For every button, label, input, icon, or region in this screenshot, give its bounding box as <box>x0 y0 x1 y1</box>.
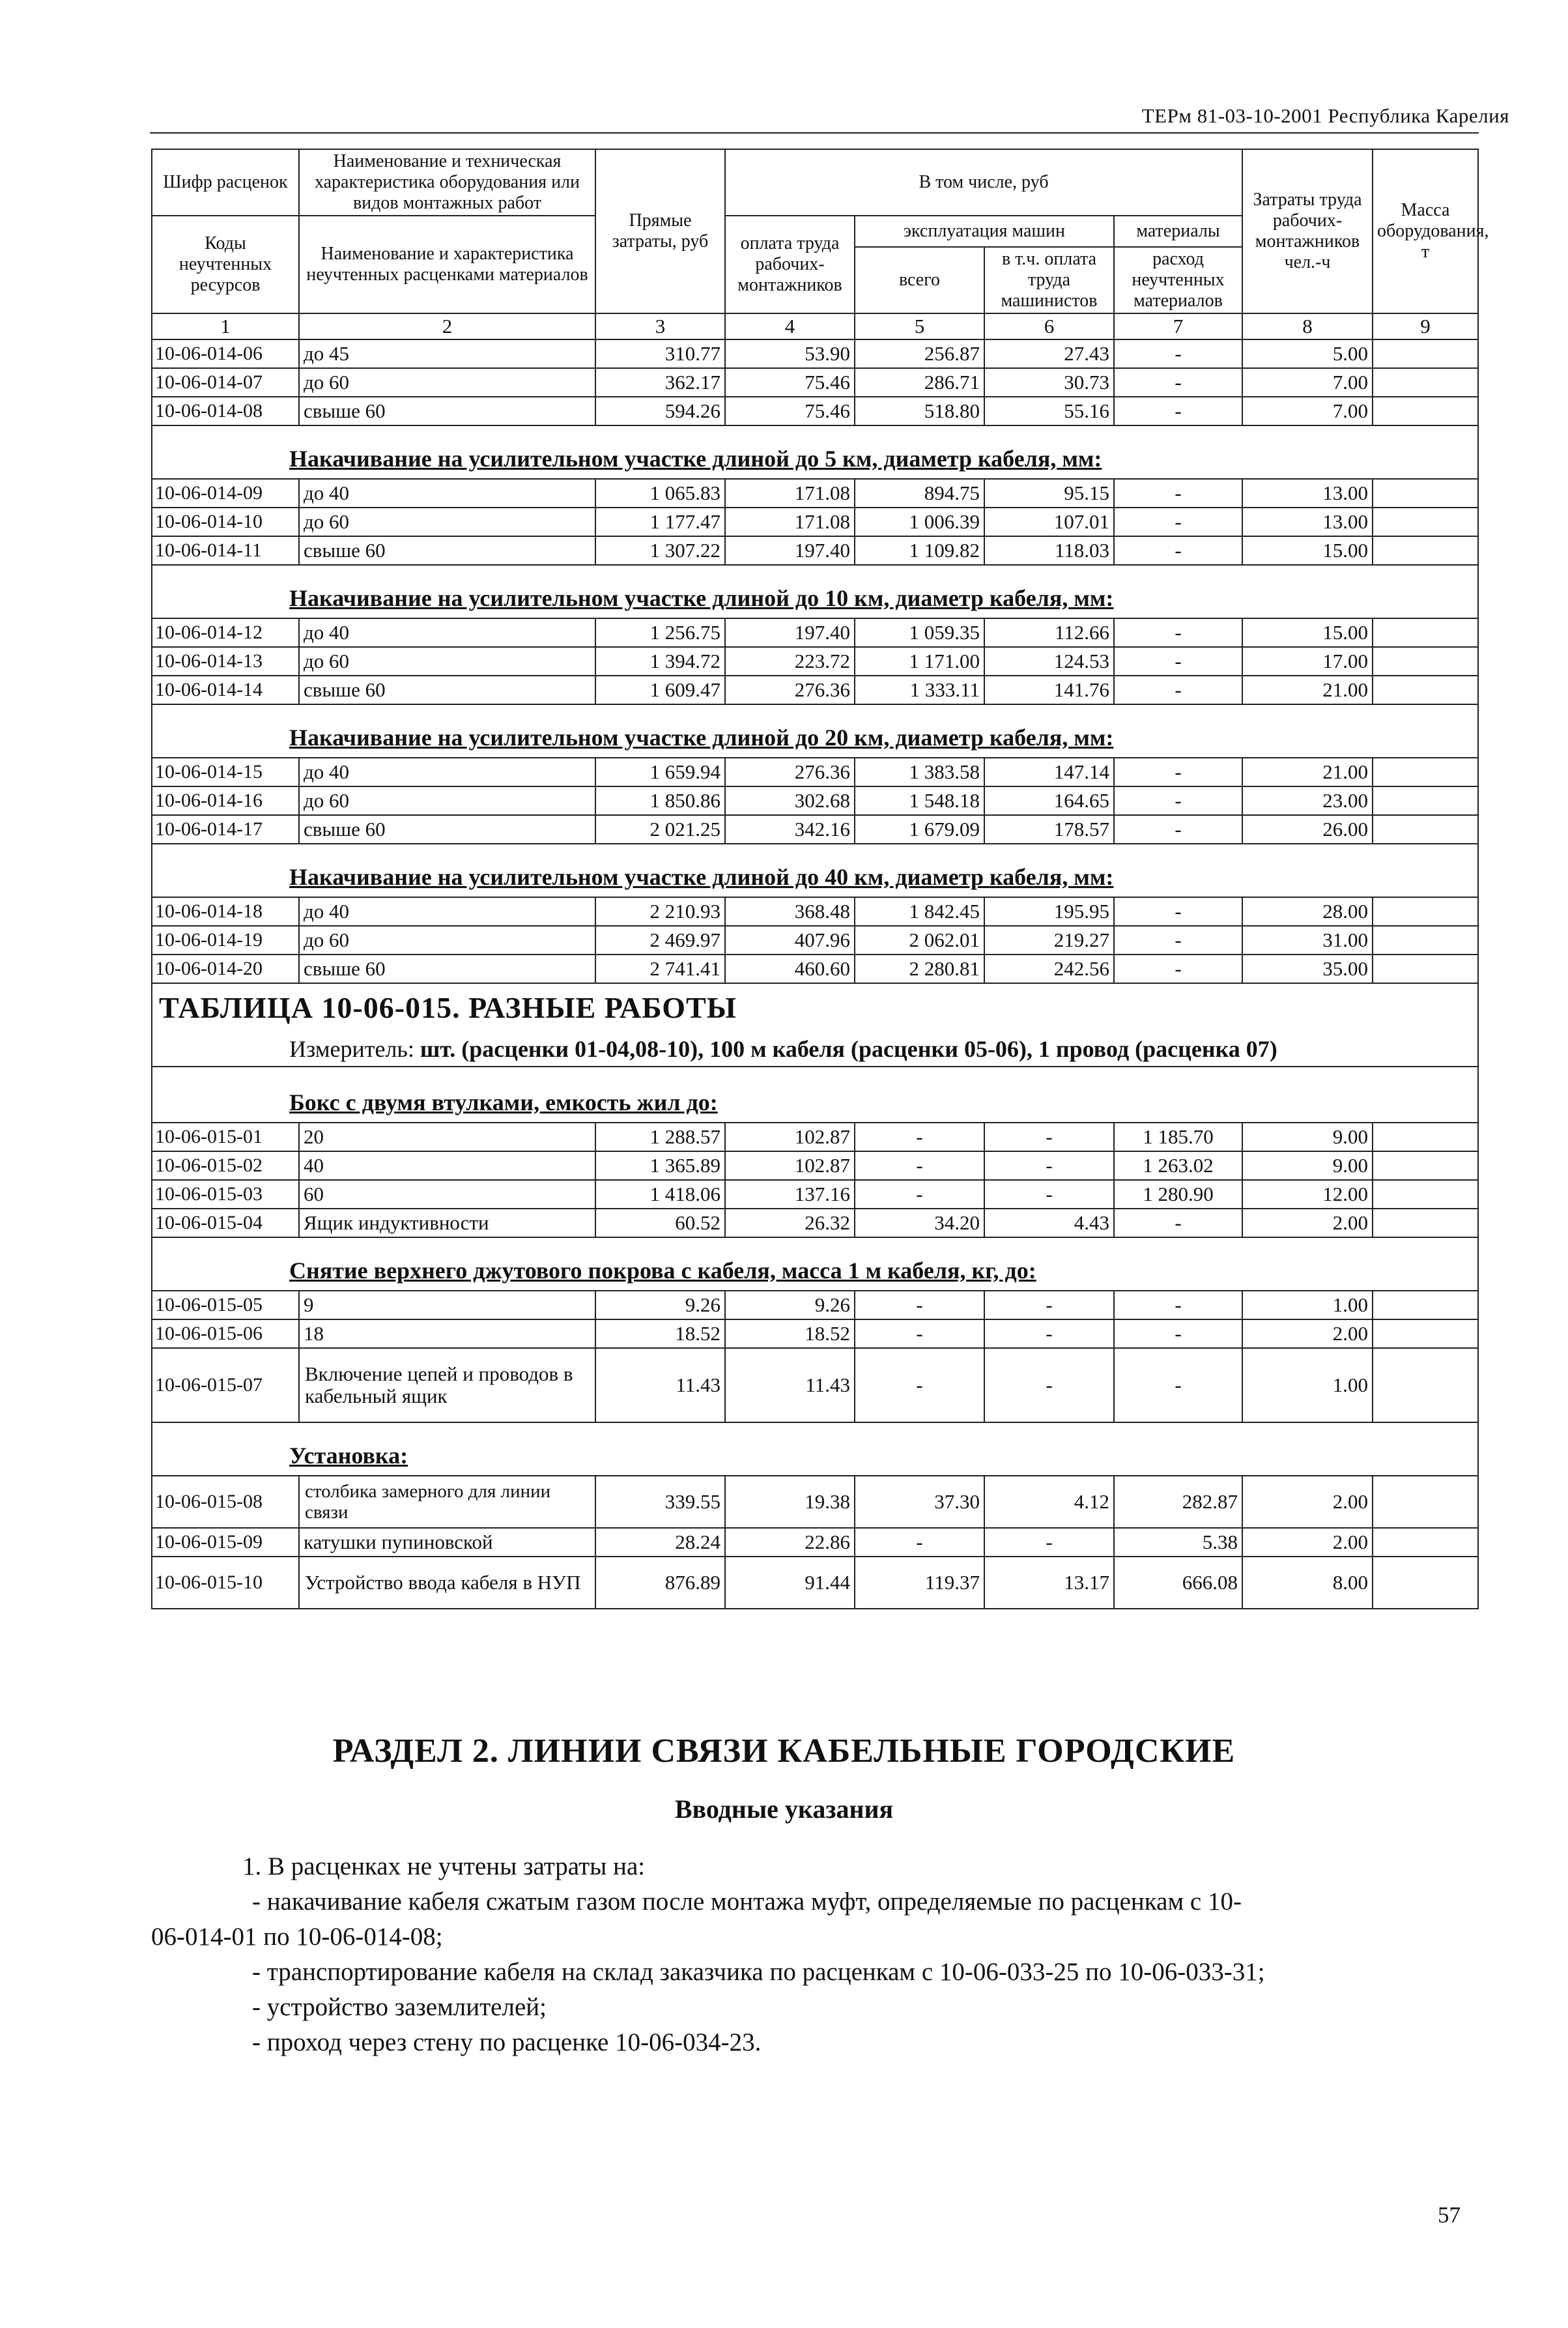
page-number: 57 <box>1438 2202 1461 2228</box>
cell-name: до 40 <box>299 897 595 926</box>
cell-mass <box>1373 479 1478 508</box>
col-number: 2 <box>299 313 595 339</box>
table-row <box>152 676 1478 704</box>
cell-mpay: - <box>984 1291 1114 1319</box>
cell-code: 10-06-014-20 <box>152 955 299 983</box>
cell-mass <box>1373 815 1478 844</box>
cell-mtotal: 894.75 <box>855 479 984 508</box>
cell-mtotal: 1 171.00 <box>855 647 984 676</box>
cell-name: до 60 <box>299 926 595 955</box>
cell-labor: 9.00 <box>1242 1123 1373 1151</box>
col-material-name-head: Наименование и характеристика неучтенных расценками материалов <box>299 216 595 313</box>
cell-mpay: 112.66 <box>984 618 1114 647</box>
cell-mtotal: 2 280.81 <box>855 955 984 983</box>
cell-mtotal: 1 006.39 <box>855 508 984 536</box>
cell-mat: 1 263.02 <box>1114 1151 1242 1180</box>
cell-mtotal: - <box>855 1291 984 1319</box>
cell-name: 18 <box>299 1319 595 1348</box>
cell-mat: - <box>1114 955 1242 983</box>
cell-pay: 53.90 <box>725 339 855 368</box>
cell-mass <box>1373 926 1478 955</box>
table-row <box>152 508 1478 536</box>
cell-pay: 302.68 <box>725 786 855 815</box>
cell-name: свыше 60 <box>299 536 595 565</box>
table-row <box>152 339 1478 368</box>
cell-mpay: 124.53 <box>984 647 1114 676</box>
col-machine-total-head: всего <box>855 247 984 313</box>
cell-code: 10-06-014-08 <box>152 397 299 425</box>
cell-labor: 35.00 <box>1242 955 1373 983</box>
cell-mtotal: 1 333.11 <box>855 676 984 704</box>
cell-direct: 2 741.41 <box>595 955 725 983</box>
cell-name: до 60 <box>299 508 595 536</box>
cell-direct: 18.52 <box>595 1319 725 1348</box>
cell-mtotal: 1 679.09 <box>855 815 984 844</box>
cell-name: 9 <box>299 1291 595 1319</box>
section-heading: Бокс с двумя втулками, емкость жил до: <box>152 1067 1478 1123</box>
rows-d <box>152 758 1478 844</box>
cell-name: 40 <box>299 1151 595 1180</box>
cell-code: 10-06-014-11 <box>152 536 299 565</box>
cell-mtotal: 1 059.35 <box>855 618 984 647</box>
paragraph: 1. В расценках не учтены затраты на: <box>242 1852 646 1880</box>
col-number: 7 <box>1114 313 1242 339</box>
col-number: 6 <box>984 313 1114 339</box>
cell-labor: 2.00 <box>1242 1319 1373 1348</box>
cell-pay: 18.52 <box>725 1319 855 1348</box>
cell-pay: 460.60 <box>725 955 855 983</box>
cell-direct: 1 394.72 <box>595 647 725 676</box>
cell-labor: 15.00 <box>1242 618 1373 647</box>
cell-pay: 197.40 <box>725 536 855 565</box>
cell-mat: 1 185.70 <box>1114 1123 1242 1151</box>
cell-name: до 60 <box>299 368 595 397</box>
cell-mass <box>1373 1319 1478 1348</box>
cell-code: 10-06-014-18 <box>152 897 299 926</box>
cell-direct: 1 288.57 <box>595 1123 725 1151</box>
cell-name: 60 <box>299 1180 595 1209</box>
cell-mat: 1 280.90 <box>1114 1180 1242 1209</box>
cell-mass <box>1373 1180 1478 1209</box>
cell-mpay: 107.01 <box>984 508 1114 536</box>
cell-code: 10-06-014-14 <box>152 676 299 704</box>
cell-mtotal: 286.71 <box>855 368 984 397</box>
cell-labor: 1.00 <box>1242 1291 1373 1319</box>
rows-f <box>152 1123 1478 1237</box>
cell-code: 10-06-015-01 <box>152 1123 299 1151</box>
cell-pay: 102.87 <box>725 1151 855 1180</box>
cell-mpay: 242.56 <box>984 955 1114 983</box>
col-mass-head: Масса оборудования, т <box>1373 149 1478 313</box>
cell-name: до 60 <box>299 647 595 676</box>
cell-pay: 223.72 <box>725 647 855 676</box>
paragraph: 06-014-01 по 10-06-014-08; <box>151 1923 443 1951</box>
col-machine-pay-head: в т.ч. оплата труда машинистов <box>984 247 1114 313</box>
cell-direct: 310.77 <box>595 339 725 368</box>
cell-direct: 1 365.89 <box>595 1151 725 1180</box>
cell-direct: 60.52 <box>595 1209 725 1237</box>
cell-labor: 7.00 <box>1242 397 1373 425</box>
cell-mass <box>1373 508 1478 536</box>
col-number: 3 <box>595 313 725 339</box>
cell-mat: - <box>1114 926 1242 955</box>
rows-e <box>152 897 1478 983</box>
cell-code: 10-06-014-17 <box>152 815 299 844</box>
cell-labor: 13.00 <box>1242 508 1373 536</box>
cell-direct: 1 850.86 <box>595 786 725 815</box>
cell-labor: 12.00 <box>1242 1180 1373 1209</box>
cell-name: до 40 <box>299 758 595 786</box>
cell-mpay: 30.73 <box>984 368 1114 397</box>
cell-mpay: 27.43 <box>984 339 1114 368</box>
cell-mat: - <box>1114 1319 1242 1348</box>
cell-code: 10-06-015-06 <box>152 1319 299 1348</box>
cell-pay: 75.46 <box>725 397 855 425</box>
cell-mat: - <box>1114 618 1242 647</box>
col-number: 8 <box>1242 313 1373 339</box>
table-row <box>152 618 1478 647</box>
cell-mat: - <box>1114 339 1242 368</box>
table-row <box>152 536 1478 565</box>
cell-mtotal: 256.87 <box>855 339 984 368</box>
cell-mat: - <box>1114 1291 1242 1319</box>
col-number: 4 <box>725 313 855 339</box>
section-heading: Накачивание на усилительном участке длиной до 20 км, диаметр кабеля, мм: <box>152 704 1478 758</box>
cell-mtotal: 518.80 <box>855 397 984 425</box>
cell-mass <box>1373 786 1478 815</box>
cell-labor: 2.00 <box>1242 1209 1373 1237</box>
cell-mass <box>1373 1151 1478 1180</box>
rates-table <box>151 149 1489 1609</box>
cell-mpay: - <box>984 1123 1114 1151</box>
paragraph: - накачивание кабеля сжатым газом после монтажа муфт, определяемые по расценкам с 10- <box>252 1888 1242 1916</box>
cell-pay: 171.08 <box>725 508 855 536</box>
cell-direct: 9.26 <box>595 1291 725 1319</box>
body-text <box>151 1849 1477 2060</box>
cell-mat: - <box>1114 508 1242 536</box>
cell-code: 10-06-014-09 <box>152 479 299 508</box>
cell-mass <box>1373 1209 1478 1237</box>
cell-name: свыше 60 <box>299 397 595 425</box>
cell-mpay: 164.65 <box>984 786 1114 815</box>
rows-g <box>152 1291 1478 1348</box>
table-row <box>152 1319 1478 1348</box>
col-labor-head: Затраты труда рабочих-монтажников чел.-ч <box>1242 149 1373 313</box>
cell-direct: 594.26 <box>595 397 725 425</box>
table-title: ТАБЛИЦА 10-06-015. РАЗНЫЕ РАБОТЫ <box>152 983 1478 1032</box>
col-incl-head: В том числе, руб <box>725 149 1242 216</box>
col-direct-head: Прямые затраты, руб <box>595 149 725 313</box>
cell-mat: - <box>1114 536 1242 565</box>
cell-labor: 7.00 <box>1242 368 1373 397</box>
cell-mat: - <box>1114 758 1242 786</box>
cell-code: 10-06-014-13 <box>152 647 299 676</box>
cell-name: 20 <box>299 1123 595 1151</box>
table-row: 10-06-015-09 катушки пупиновской 28.24 22.86 - - 5.38 2.00 <box>152 1528 1478 1557</box>
cell-mpay: 95.15 <box>984 479 1114 508</box>
cell-mat: - <box>1114 815 1242 844</box>
cell-labor: 28.00 <box>1242 897 1373 926</box>
cell-mass <box>1373 618 1478 647</box>
paragraph: - проход через стену по расценке 10-06-034-23. <box>252 2028 762 2056</box>
table-row <box>152 758 1478 786</box>
cell-direct: 1 065.83 <box>595 479 725 508</box>
cell-labor: 17.00 <box>1242 647 1373 676</box>
cell-mtotal: 1 109.82 <box>855 536 984 565</box>
measure-line: Измеритель: шт. (расценки 01-04,08-10), 100 м кабеля (расценки 05-06), 1 провод (расценка 07) <box>152 1032 1478 1067</box>
table-row <box>152 1123 1478 1151</box>
cell-mpay: 178.57 <box>984 815 1114 844</box>
cell-direct: 2 469.97 <box>595 926 725 955</box>
cell-name: до 60 <box>299 786 595 815</box>
cell-pay: 171.08 <box>725 479 855 508</box>
cell-mat: - <box>1114 897 1242 926</box>
cell-name: до 40 <box>299 479 595 508</box>
table-row <box>152 1209 1478 1237</box>
cell-mpay: 141.76 <box>984 676 1114 704</box>
cell-mat: - <box>1114 479 1242 508</box>
cell-labor: 21.00 <box>1242 758 1373 786</box>
cell-pay: 102.87 <box>725 1123 855 1151</box>
col-materials-head: материалы <box>1114 216 1242 247</box>
cell-mat: - <box>1114 397 1242 425</box>
cell-direct: 1 418.06 <box>595 1180 725 1209</box>
table-row <box>152 397 1478 425</box>
cell-code: 10-06-014-16 <box>152 786 299 815</box>
cell-name: до 45 <box>299 339 595 368</box>
cell-mtotal: - <box>855 1151 984 1180</box>
col-number: 5 <box>855 313 984 339</box>
cell-mass <box>1373 536 1478 565</box>
cell-mpay: 219.27 <box>984 926 1114 955</box>
cell-mat: - <box>1114 368 1242 397</box>
cell-labor: 31.00 <box>1242 926 1373 955</box>
table-row <box>152 815 1478 844</box>
cell-mpay: 195.95 <box>984 897 1114 926</box>
table-row <box>152 1151 1478 1180</box>
col-name-head: Наименование и техническая характеристика оборудования или видов монтажных работ <box>299 149 595 216</box>
cell-direct: 1 609.47 <box>595 676 725 704</box>
table-row <box>152 786 1478 815</box>
col-resource-code-head: Коды неучтенных ресурсов <box>152 216 299 313</box>
cell-mass <box>1373 897 1478 926</box>
cell-code: 10-06-015-02 <box>152 1151 299 1180</box>
cell-mass <box>1373 397 1478 425</box>
cell-mpay: - <box>984 1319 1114 1348</box>
cell-labor: 5.00 <box>1242 339 1373 368</box>
cell-pay: 9.26 <box>725 1291 855 1319</box>
cell-pay: 407.96 <box>725 926 855 955</box>
table-row <box>152 647 1478 676</box>
table-row <box>152 926 1478 955</box>
cell-mpay: - <box>984 1151 1114 1180</box>
rows-b <box>152 479 1478 565</box>
cell-name: свыше 60 <box>299 955 595 983</box>
cell-direct: 1 177.47 <box>595 508 725 536</box>
cell-direct: 1 307.22 <box>595 536 725 565</box>
cell-pay: 75.46 <box>725 368 855 397</box>
cell-mass <box>1373 955 1478 983</box>
cell-direct: 362.17 <box>595 368 725 397</box>
section-heading: Накачивание на усилительном участке длиной до 10 км, диаметр кабеля, мм: <box>152 565 1478 618</box>
cell-pay: 276.36 <box>725 758 855 786</box>
cell-pay: 368.48 <box>725 897 855 926</box>
cell-mass <box>1373 368 1478 397</box>
cell-labor: 13.00 <box>1242 479 1373 508</box>
section-heading: Накачивание на усилительном участке длиной до 5 км, диаметр кабеля, мм: <box>152 425 1478 479</box>
cell-mpay: 118.03 <box>984 536 1114 565</box>
paragraph: - транспортирование кабеля на склад заказчика по расценкам с 10-06-033-25 по 10-06-033-31; <box>252 1958 1265 1986</box>
cell-mtotal: 1 842.45 <box>855 897 984 926</box>
cell-pay: 26.32 <box>725 1209 855 1237</box>
cell-mpay: - <box>984 1180 1114 1209</box>
table-row: 10-06-015-08 столбика замерного для линии связи 339.55 19.38 37.30 4.12 282.87 2.00 <box>152 1476 1478 1528</box>
cell-name: свыше 60 <box>299 676 595 704</box>
cell-code: 10-06-014-15 <box>152 758 299 786</box>
rows-a <box>152 339 1478 425</box>
header-rule <box>150 132 1479 134</box>
section-heading: Установка: <box>152 1422 1478 1476</box>
col-code-head: Шифр расценок <box>152 149 299 216</box>
cell-pay: 342.16 <box>725 815 855 844</box>
paragraph: - устройство заземлителей; <box>252 1993 547 2021</box>
cell-code: 10-06-014-12 <box>152 618 299 647</box>
cell-mass <box>1373 676 1478 704</box>
cell-direct: 1 659.94 <box>595 758 725 786</box>
table-row: 10-06-015-10 Устройство ввода кабеля в НУП 876.89 91.44 119.37 13.17 666.08 8.00 <box>152 1557 1478 1609</box>
col-machine-head: эксплуатация машин <box>855 216 1114 247</box>
table-row <box>152 479 1478 508</box>
cell-labor: 21.00 <box>1242 676 1373 704</box>
cell-mass <box>1373 339 1478 368</box>
cell-code: 10-06-015-04 <box>152 1209 299 1237</box>
table-row <box>152 1180 1478 1209</box>
cell-direct: 2 210.93 <box>595 897 725 926</box>
table-row <box>152 368 1478 397</box>
cell-code: 10-06-015-03 <box>152 1180 299 1209</box>
cell-code: 10-06-015-05 <box>152 1291 299 1319</box>
cell-labor: 23.00 <box>1242 786 1373 815</box>
cell-mtotal: 2 062.01 <box>855 926 984 955</box>
document-reference: ТЕРм 81-03-10-2001 Республика Карелия <box>1141 104 1509 127</box>
cell-labor: 9.00 <box>1242 1151 1373 1180</box>
cell-mtotal: 34.20 <box>855 1209 984 1237</box>
cell-name: до 40 <box>299 618 595 647</box>
cell-direct: 2 021.25 <box>595 815 725 844</box>
cell-mass <box>1373 758 1478 786</box>
section-title: РАЗДЕЛ 2. ЛИНИИ СВЯЗИ КАБЕЛЬНЫЕ ГОРОДСКИЕ <box>332 1732 1236 1770</box>
col-material-cons-head: расход неучтенных материалов <box>1114 247 1242 313</box>
cell-mpay: 4.43 <box>984 1209 1114 1237</box>
cell-name: Ящик индуктивности <box>299 1209 595 1237</box>
cell-code: 10-06-014-06 <box>152 339 299 368</box>
intro-heading: Вводные указания <box>674 1794 894 1824</box>
cell-mat: - <box>1114 1209 1242 1237</box>
cell-mtotal: 1 383.58 <box>855 758 984 786</box>
rows-c <box>152 618 1478 704</box>
cell-code: 10-06-014-10 <box>152 508 299 536</box>
cell-mass <box>1373 1291 1478 1319</box>
section-heading: Накачивание на усилительном участке длиной до 40 км, диаметр кабеля, мм: <box>152 844 1478 897</box>
cell-name: свыше 60 <box>299 815 595 844</box>
cell-mtotal: - <box>855 1123 984 1151</box>
cell-mat: - <box>1114 647 1242 676</box>
table-row <box>152 1291 1478 1319</box>
cell-pay: 197.40 <box>725 618 855 647</box>
col-pay-head: оплата труда рабочих-монтажников <box>725 216 855 313</box>
cell-labor: 26.00 <box>1242 815 1373 844</box>
cell-mat: - <box>1114 676 1242 704</box>
cell-code: 10-06-014-19 <box>152 926 299 955</box>
cell-mtotal: - <box>855 1319 984 1348</box>
cell-mpay: 147.14 <box>984 758 1114 786</box>
table-row <box>152 955 1478 983</box>
cell-pay: 137.16 <box>725 1180 855 1209</box>
col-number: 9 <box>1373 313 1478 339</box>
cell-mtotal: 1 548.18 <box>855 786 984 815</box>
cell-mat: - <box>1114 786 1242 815</box>
col-number: 1 <box>152 313 299 339</box>
cell-labor: 15.00 <box>1242 536 1373 565</box>
cell-direct: 1 256.75 <box>595 618 725 647</box>
table-row <box>152 897 1478 926</box>
cell-mpay: 55.16 <box>984 397 1114 425</box>
cell-mtotal: - <box>855 1180 984 1209</box>
table-row: 10-06-015-07 Включение цепей и проводов в кабельный ящик 11.43 11.43 - - - 1.00 <box>152 1348 1478 1422</box>
cell-code: 10-06-014-07 <box>152 368 299 397</box>
cell-mass <box>1373 647 1478 676</box>
cell-pay: 276.36 <box>725 676 855 704</box>
cell-mass <box>1373 1123 1478 1151</box>
section-heading: Снятие верхнего джутового покрова с кабеля, масса 1 м кабеля, кг, до: <box>152 1237 1478 1291</box>
